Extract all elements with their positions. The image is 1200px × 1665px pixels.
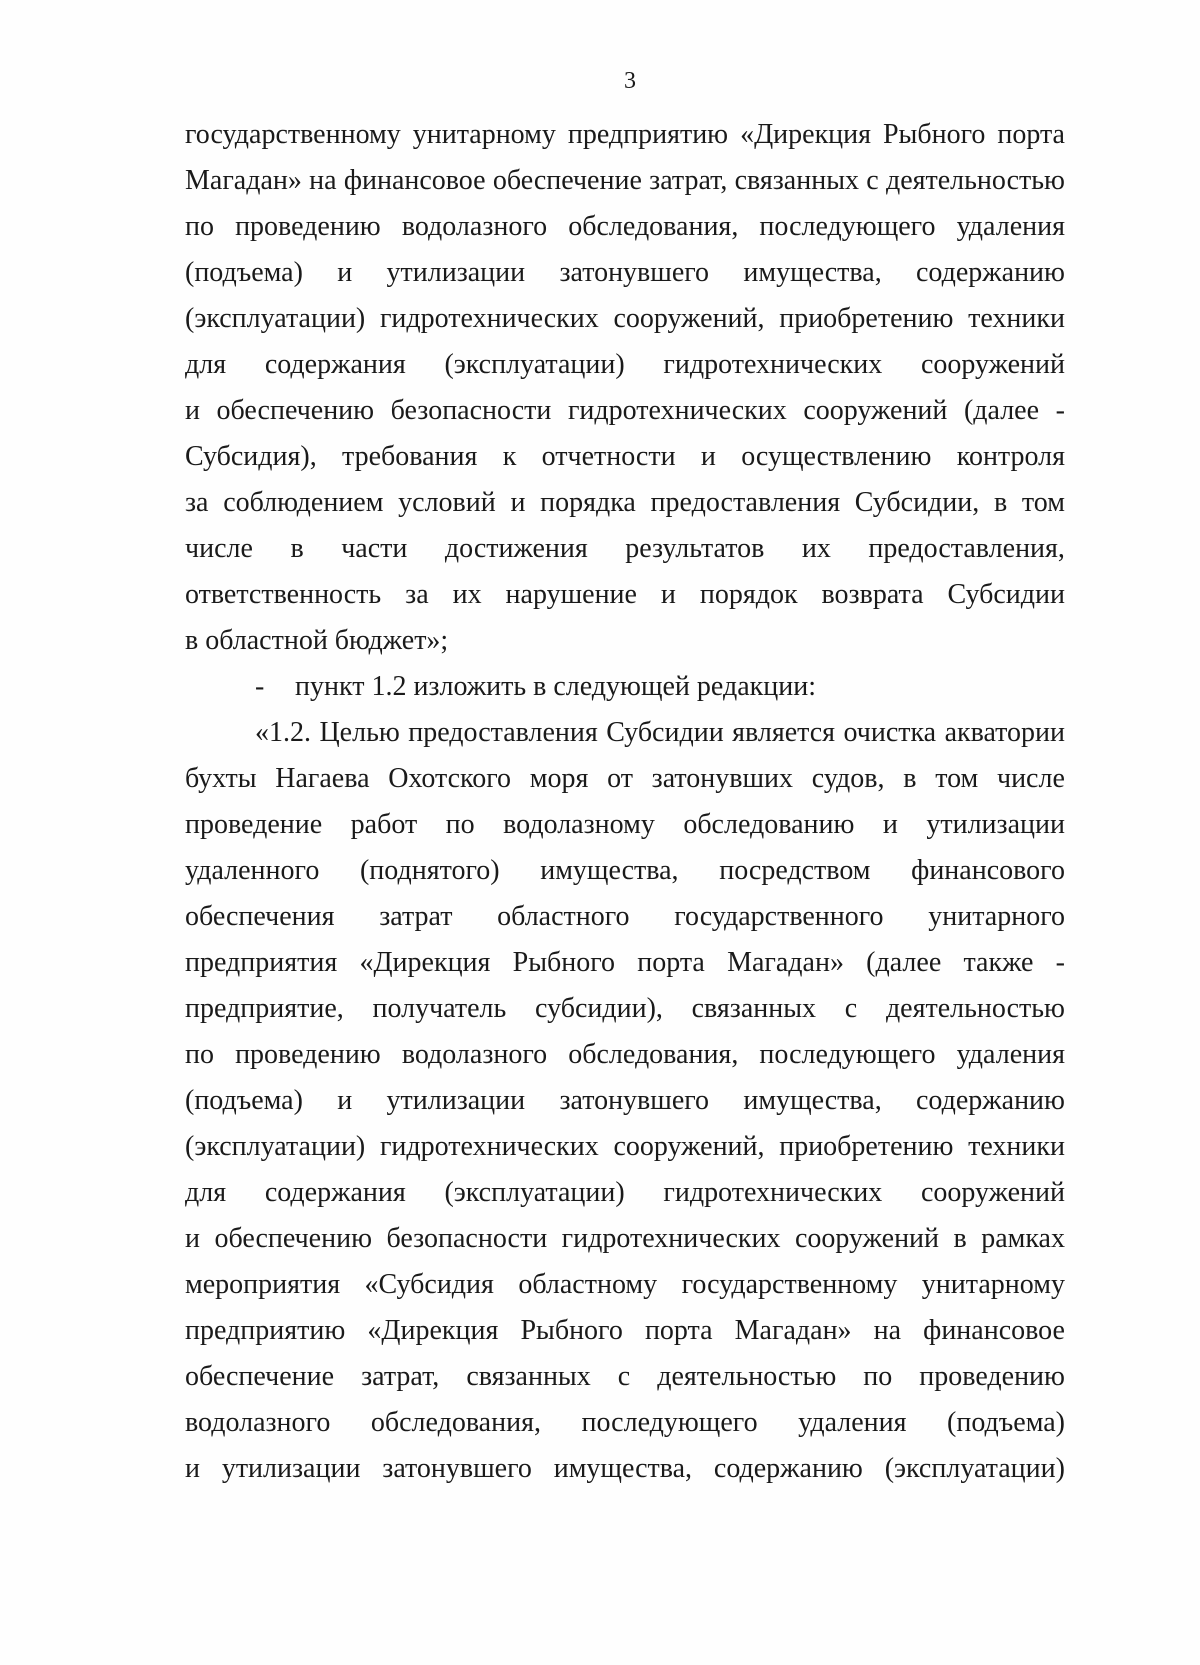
word: обеспечение <box>185 1361 335 1392</box>
text-line <box>185 164 1065 198</box>
word: мероприятия <box>185 1269 341 1300</box>
word: по <box>185 211 214 242</box>
word: последующего <box>581 1407 758 1438</box>
word: техники <box>968 1131 1065 1162</box>
word: очистка <box>843 717 937 748</box>
word: получатель <box>372 993 507 1024</box>
word: затонувшего <box>559 257 710 288</box>
word: деятельностью <box>657 1361 837 1392</box>
text-line <box>185 854 1065 888</box>
list-item <box>255 670 855 704</box>
word: Субсидии, <box>854 487 980 518</box>
word: финансовое <box>923 1315 1065 1346</box>
text-line <box>185 992 1065 1026</box>
word: содержанию <box>713 1453 863 1484</box>
word: содержания <box>264 1177 406 1208</box>
word: имущества, <box>553 1453 693 1484</box>
word: безопасности <box>390 395 552 426</box>
word: Охотского <box>388 763 512 794</box>
word: предприятию <box>567 119 729 150</box>
word: за <box>405 579 429 610</box>
word: Магадан» <box>727 947 844 978</box>
word: связанных <box>691 993 817 1024</box>
word: - <box>1055 947 1065 978</box>
word: на <box>309 165 337 196</box>
word: сооружений, <box>613 1131 765 1162</box>
word: водолазного <box>401 1039 548 1070</box>
word: обеспечение <box>492 165 642 196</box>
word: и <box>337 1085 353 1116</box>
word: контроля <box>956 441 1065 472</box>
word: предприятию <box>185 1315 346 1346</box>
word: проведению <box>235 211 381 242</box>
word: моря <box>529 763 589 794</box>
word: в <box>993 487 1008 518</box>
word: числе <box>185 533 253 564</box>
word: последующего <box>759 211 936 242</box>
text-line <box>255 716 1065 750</box>
word: результатов <box>625 533 765 564</box>
text-line <box>185 1038 1065 1072</box>
word: (подъема) <box>947 1407 1065 1438</box>
word: гидротехнических <box>561 1223 781 1254</box>
word: утилизации <box>386 257 526 288</box>
word: утилизации <box>386 1085 526 1116</box>
word: связанных <box>734 165 860 196</box>
word: и <box>660 579 676 610</box>
word: приобретению <box>779 1131 954 1162</box>
word: Магадан» <box>185 165 302 196</box>
word: (эксплуатации) <box>444 349 625 380</box>
word: субсидии), <box>535 993 663 1024</box>
text-line <box>185 1222 1065 1256</box>
word: - <box>1055 395 1065 426</box>
word: проведению <box>235 1039 381 1070</box>
text-line <box>185 808 1065 842</box>
word: требования <box>342 441 478 472</box>
word: судов, <box>811 763 885 794</box>
word: порта <box>997 119 1065 150</box>
word: от <box>607 763 633 794</box>
word: для <box>185 1177 227 1208</box>
word: и <box>185 1223 200 1254</box>
text-line <box>185 348 1065 382</box>
text-line <box>185 762 1065 796</box>
word: Нагаева <box>275 763 370 794</box>
word: (далее <box>963 395 1040 426</box>
word: унитарному <box>921 1269 1065 1300</box>
word: удаленного <box>185 855 320 886</box>
word: на <box>873 1315 902 1346</box>
word: предоставления, <box>868 533 1065 564</box>
text-line <box>185 1406 1065 1440</box>
word: обеспечению <box>216 395 375 426</box>
word: государственного <box>674 901 884 932</box>
word: предоставления <box>408 717 598 748</box>
word: имущества, <box>743 1085 882 1116</box>
word: гидротехнических <box>567 395 787 426</box>
word: гидротехнических <box>663 1177 883 1208</box>
word: достижения <box>444 533 588 564</box>
word: государственному <box>681 1269 898 1300</box>
word: обеспечению <box>214 1223 372 1254</box>
text-line <box>185 1130 1065 1164</box>
word: обследования, <box>568 1039 739 1070</box>
text-line <box>185 1084 1065 1118</box>
word: акватории <box>944 717 1065 748</box>
word: предприятия <box>185 947 338 978</box>
word: затрат, <box>649 165 728 196</box>
word: затрат, <box>361 1361 440 1392</box>
word: их <box>801 533 831 564</box>
word: гидротехнических <box>663 349 883 380</box>
word: Субсидии <box>947 579 1065 610</box>
word: водолазного <box>401 211 548 242</box>
word: сооружений <box>920 349 1065 380</box>
word: гидротехнических <box>379 1131 599 1162</box>
word: сооружений <box>803 395 948 426</box>
word: возврата <box>821 579 924 610</box>
word: с <box>866 165 879 196</box>
word: посредством <box>719 855 871 886</box>
word: обследования, <box>370 1407 541 1438</box>
word: удаления <box>798 1407 907 1438</box>
word: соблюдением <box>223 487 384 518</box>
word: является <box>732 717 836 748</box>
word: обследования, <box>568 211 739 242</box>
word: также <box>963 947 1034 978</box>
word: затонувшего <box>382 1453 532 1484</box>
word: (эксплуатации) <box>444 1177 625 1208</box>
word: «Дирекция <box>367 1315 499 1346</box>
word: Целью <box>319 717 400 748</box>
text-line <box>185 900 1065 934</box>
word: Субсидия), <box>185 441 317 472</box>
word: областного <box>497 901 630 932</box>
word: деятельностью <box>885 165 1065 196</box>
text-line <box>185 578 1065 612</box>
word: техники <box>968 303 1065 334</box>
text-line <box>185 1360 1065 1394</box>
word: предоставления <box>650 487 841 518</box>
word: деятельностью <box>885 993 1065 1024</box>
word: работ <box>350 809 418 840</box>
word: для <box>185 349 227 380</box>
word: в <box>903 763 917 794</box>
word: (эксплуатации) <box>185 1131 366 1162</box>
word: обеспечения <box>185 901 335 932</box>
word: Рыбного <box>882 119 986 150</box>
word: «Субсидия <box>364 1269 494 1300</box>
word: Рыбного <box>520 1315 623 1346</box>
word: том <box>935 763 979 794</box>
word: сооружений <box>920 1177 1065 1208</box>
word: (далее <box>866 947 942 978</box>
word: порта <box>637 947 705 978</box>
word: водолазному <box>503 809 655 840</box>
word: порядка <box>540 487 636 518</box>
word: гидротехнических <box>379 303 599 334</box>
word: к <box>502 441 517 472</box>
text-line <box>185 118 1065 152</box>
word: содержания <box>264 349 406 380</box>
word: унитарного <box>928 901 1065 932</box>
word: проведение <box>185 809 323 840</box>
word: обследованию <box>683 809 855 840</box>
text-line <box>185 1176 1065 1210</box>
word: затонувших <box>651 763 794 794</box>
text-line <box>185 210 1065 244</box>
word: (подъема) <box>185 257 303 288</box>
word: «Дирекция <box>740 119 872 150</box>
word: Магадан» <box>734 1315 852 1346</box>
text-line <box>185 532 1065 566</box>
list-dash: - <box>255 671 265 702</box>
word: порядок <box>699 579 798 610</box>
text-line <box>185 946 1065 980</box>
word: (поднятого) <box>359 855 500 886</box>
word: и <box>700 441 716 472</box>
text-line <box>185 440 1065 474</box>
word: имущества, <box>743 257 882 288</box>
word: части <box>341 533 408 564</box>
word: Рыбного <box>512 947 616 978</box>
word: сооружений, <box>613 303 765 334</box>
text-line <box>185 486 1065 520</box>
word: финансового <box>911 855 1065 886</box>
text-line <box>185 1314 1065 1348</box>
word: их <box>452 579 482 610</box>
word: «Дирекция <box>359 947 491 978</box>
word: и <box>185 395 200 426</box>
word: содержанию <box>916 1085 1065 1116</box>
word: водолазного <box>185 1407 331 1438</box>
word: государственному <box>185 119 401 150</box>
word: утилизации <box>926 809 1065 840</box>
word: финансовое <box>343 165 486 196</box>
word: связанных <box>466 1361 591 1392</box>
word: и <box>337 257 353 288</box>
word: ответственность <box>185 579 382 610</box>
list-item-text: пункт 1.2 изложить в следующей редакции: <box>295 671 816 702</box>
word: и <box>882 809 898 840</box>
text-line <box>185 1268 1065 1302</box>
word: отчетности <box>541 441 676 472</box>
word: областному <box>518 1269 658 1300</box>
word: порта <box>644 1315 713 1346</box>
word: осуществлению <box>741 441 932 472</box>
word: «1.2. <box>255 717 311 748</box>
word: и <box>185 1453 200 1484</box>
word: (подъема) <box>185 1085 303 1116</box>
word: проведению <box>919 1361 1065 1392</box>
word: удаления <box>956 1039 1065 1070</box>
word: унитарному <box>412 119 556 150</box>
word: том <box>1021 487 1065 518</box>
word: рамках <box>981 1223 1065 1254</box>
word: (эксплуатации) <box>185 303 366 334</box>
word: с <box>844 993 858 1024</box>
word: с <box>617 1361 631 1392</box>
word: имущества, <box>540 855 679 886</box>
word: утилизации <box>221 1453 361 1484</box>
text-line <box>185 302 1065 336</box>
text-line <box>185 256 1065 290</box>
word: и <box>510 487 526 518</box>
word: предприятие, <box>185 993 344 1024</box>
word: за <box>185 487 209 518</box>
text-line <box>185 1452 1065 1486</box>
word: затрат <box>379 901 453 932</box>
page-number: 3 <box>624 68 636 94</box>
word: удаления <box>956 211 1065 242</box>
word: нарушение <box>505 579 637 610</box>
text-line: в областной бюджет»; <box>185 625 449 656</box>
word: последующего <box>759 1039 936 1070</box>
word: безопасности <box>386 1223 548 1254</box>
word: бухты <box>185 763 257 794</box>
word: по <box>185 1039 214 1070</box>
word: в <box>290 533 304 564</box>
word: по <box>445 809 475 840</box>
word: в <box>953 1223 967 1254</box>
word: (эксплуатации) <box>884 1453 1065 1484</box>
word: Субсидии <box>606 717 724 748</box>
word: затонувшего <box>559 1085 710 1116</box>
word: условий <box>398 487 496 518</box>
word: приобретению <box>779 303 954 334</box>
word: числе <box>996 763 1065 794</box>
word: сооружений <box>794 1223 940 1254</box>
word: содержанию <box>916 257 1065 288</box>
text-line <box>185 394 1065 428</box>
word: по <box>863 1361 893 1392</box>
